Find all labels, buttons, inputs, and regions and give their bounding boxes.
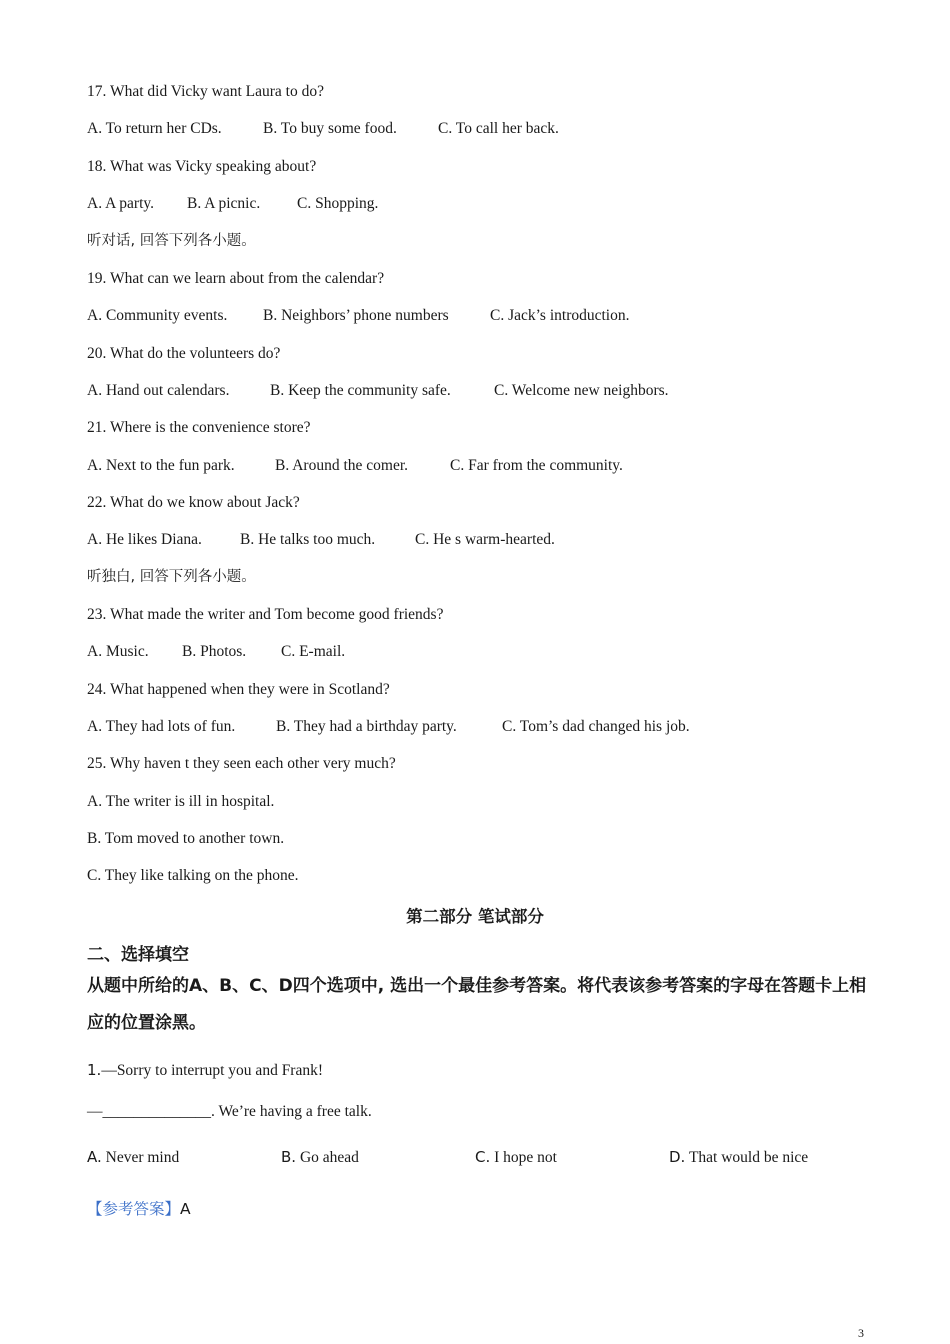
option-b: B. Keep the community safe. xyxy=(270,382,451,399)
answer-value: A xyxy=(180,1200,191,1218)
question-25: 25. Why haven t they seen each other very much? xyxy=(87,755,396,772)
section-title: 第二部分 笔试部分 xyxy=(406,907,544,926)
option-b: B. A picnic. xyxy=(187,195,261,212)
option-c: C. Jack’s introduction. xyxy=(490,307,630,324)
choice-text: Go ahead xyxy=(299,1149,359,1166)
question-1-prompt xyxy=(87,1061,323,1080)
option-a: A. Next to the fun park. xyxy=(87,457,235,474)
question-1-response: —______________. We’re having a free talk. xyxy=(87,1103,372,1120)
option-b: B. To buy some food. xyxy=(263,120,397,137)
choice-letter: B. xyxy=(281,1148,297,1166)
option-c: C. Shopping. xyxy=(297,195,379,212)
option-a: A. He likes Diana. xyxy=(87,531,202,548)
option-c: C. E-mail. xyxy=(281,643,346,660)
choice-text: Never mind xyxy=(105,1149,180,1166)
option-c: C. Far from the community. xyxy=(450,457,623,474)
question-17: 17. What did Vicky want Laura to do? xyxy=(87,83,324,100)
answer-line xyxy=(87,1197,191,1219)
question-24: 24. What happened when they were in Scotland? xyxy=(87,681,390,698)
option-a: A. Community events. xyxy=(87,307,228,324)
question-21: 21. Where is the convenience store? xyxy=(87,419,311,436)
choice-text: I hope not xyxy=(494,1149,557,1166)
answer-tag: 【参考答案】 xyxy=(87,1200,181,1218)
option-b: B. He talks too much. xyxy=(240,531,376,548)
choice-c xyxy=(475,1148,557,1167)
option-c: C. They like talking on the phone. xyxy=(87,867,299,884)
option-b: B. They had a birthday party. xyxy=(276,718,457,735)
choice-text: That would be nice xyxy=(688,1149,809,1166)
question-22: 22. What do we know about Jack? xyxy=(87,494,300,511)
question-line: —Sorry to interrupt you and Frank! xyxy=(101,1062,324,1079)
option-c: C. He s warm-hearted. xyxy=(415,531,555,548)
question-23: 23. What made the writer and Tom become good friends? xyxy=(87,606,444,623)
dialogue-instruction: 听对话, 回答下列各小题。 xyxy=(87,233,256,249)
option-a: A. A party. xyxy=(87,195,155,212)
choice-letter: A. xyxy=(87,1148,102,1166)
option-c: C. Welcome new neighbors. xyxy=(494,382,669,399)
section-heading: 二、选择填空 xyxy=(87,945,189,965)
option-b: B. Photos. xyxy=(182,643,247,660)
choice-a xyxy=(87,1148,179,1167)
option-a: A. They had lots of fun. xyxy=(87,718,236,735)
choice-b xyxy=(281,1148,359,1167)
question-19: 19. What can we learn about from the calendar? xyxy=(87,270,385,287)
option-a: A. Hand out calendars. xyxy=(87,382,230,399)
option-a: A. Music. xyxy=(87,643,149,660)
question-18: 18. What was Vicky speaking about? xyxy=(87,158,317,175)
option-a: A. To return her CDs. xyxy=(87,120,222,137)
page-number: 3 xyxy=(858,1326,864,1340)
section-instruction: 从题中所给的A、B、C、D四个选项中, 选出一个最佳参考答案。将代表该参考答案的字母在答题卡上相应的位置涂黑。 xyxy=(87,976,867,1033)
choice-letter: D. xyxy=(669,1148,686,1166)
option-b: B. Around the comer. xyxy=(275,457,409,474)
option-c: C. To call her back. xyxy=(438,120,559,137)
option-b: B. Tom moved to another town. xyxy=(87,830,285,847)
choice-d xyxy=(669,1148,808,1167)
monologue-instruction: 听独白, 回答下列各小题。 xyxy=(87,569,256,585)
option-b: B. Neighbors’ phone numbers xyxy=(263,307,449,324)
option-a: A. The writer is ill in hospital. xyxy=(87,793,275,810)
choice-letter: C. xyxy=(475,1148,491,1166)
question-20: 20. What do the volunteers do? xyxy=(87,345,281,362)
option-c: C. Tom’s dad changed his job. xyxy=(502,718,690,735)
question-number: 1. xyxy=(87,1061,102,1079)
